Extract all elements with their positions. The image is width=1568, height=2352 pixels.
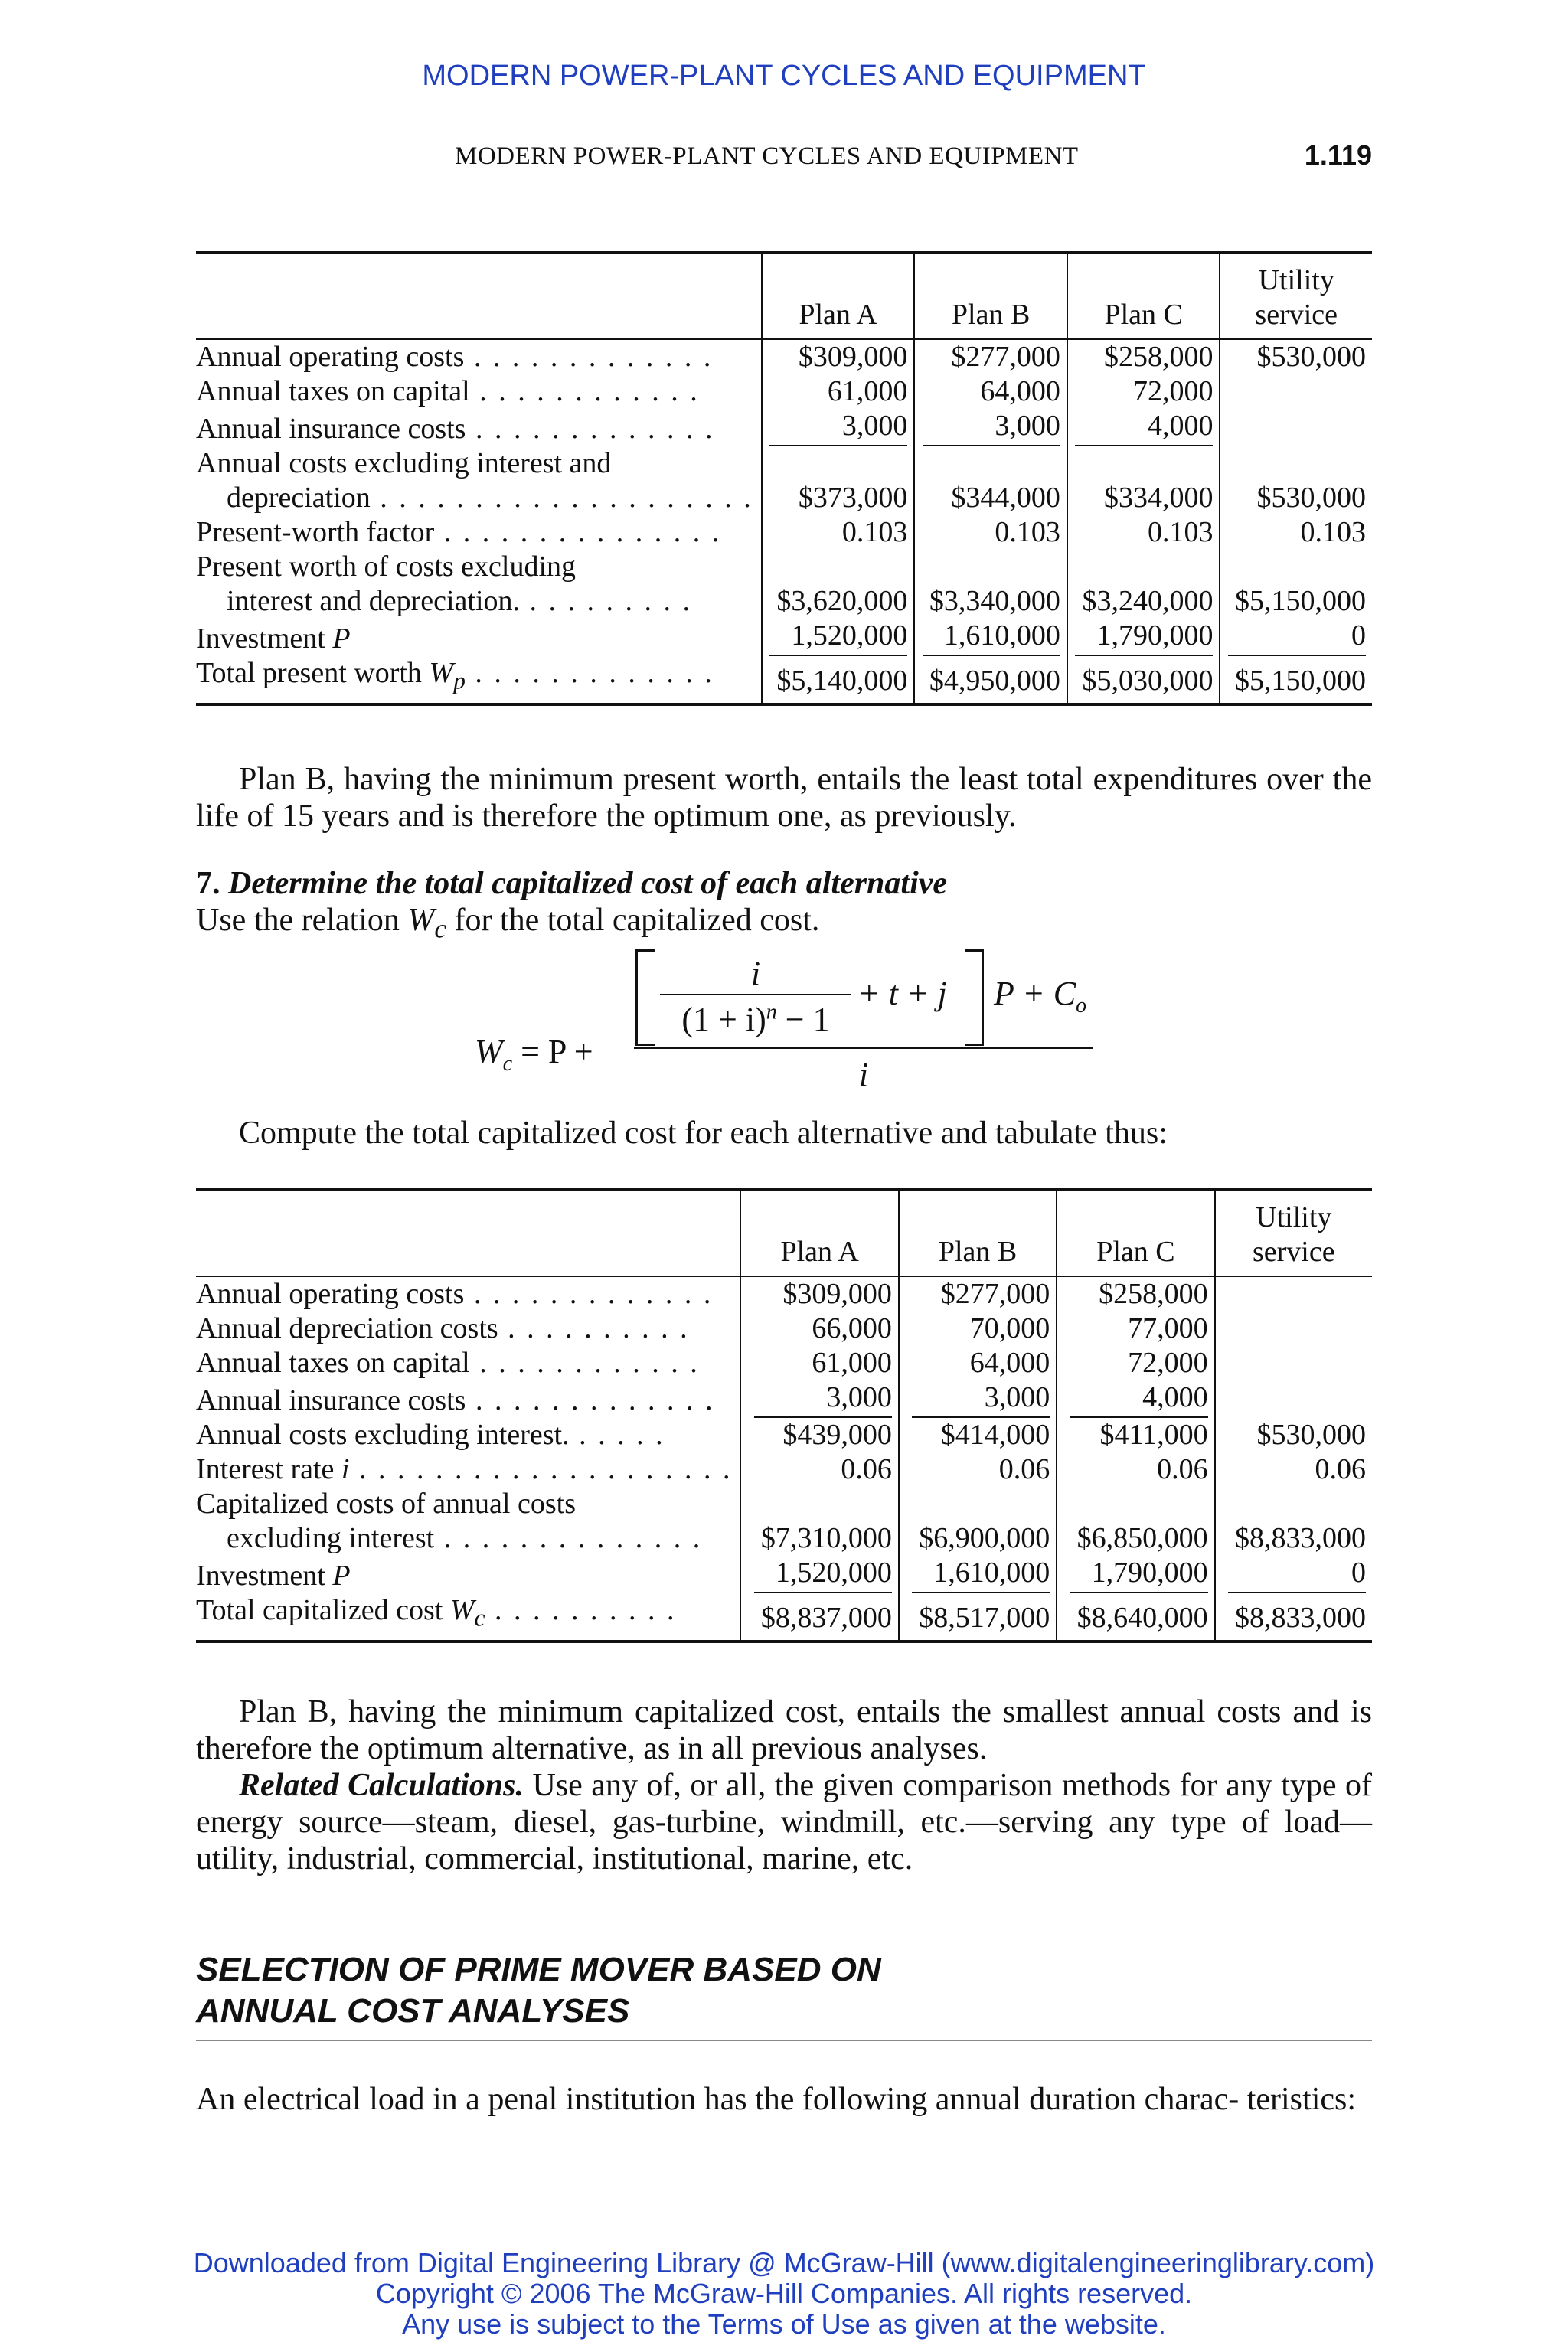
table-row: Present worth of costs excluding [196,550,1372,584]
table-row: Annual operating costs . . . . . . . . . . . . . $309,000 $277,000 $258,000 $530,000 [196,339,1372,374]
paragraph-present-worth-conclusion: Plan B, having the minimum present worth, entails the least total expenditures over the life of 15 years and is therefore the optimum one, as previously. [196,762,1372,834]
paragraph-related-calculations: Related Calculations. Use any of, or all, the given comparison methods for any type of energy source—steam, diesel, gas-turbine, windmill, etc.—serving any type of load—utility, industrial, commercial, institutional, marine, etc. [196,1768,1372,1877]
table-row: Annual costs excluding interest. . . . . . $439,000 $414,000 $411,000 $530,000 [196,1418,1372,1452]
table-row: depreciation . . . . . . . . . . . . . . . . . . . . $373,000 $344,000 $334,000 $530,000 [196,481,1372,515]
capitalized-cost-table [196,1188,1372,1643]
table-row: interest and depreciation. . . . . . . . . . $3,620,000 $3,340,000 $3,240,000 $5,150,000 [196,584,1372,619]
table-row: Present-worth factor . . . . . . . . . . . . . . . 0.103 0.103 0.103 0.103 [196,515,1372,550]
right-bracket [965,949,984,1046]
table-row: Investment P 1,520,000 1,610,000 1,790,000 0 [196,1556,1372,1593]
step-7-line: Use the relation $W_c$ for the total capitalized cost. [196,903,820,944]
footer-terms: Any use is subject to the Terms of Use as given at the website. [402,2308,1166,2340]
header-plan-a: Plan A [762,253,915,339]
header-plan-b: Plan B [914,253,1067,339]
running-title: MODERN POWER-PLANT CYCLES AND EQUIPMENT [455,142,1079,170]
present-worth-table [196,251,1372,706]
paragraph-compute-instruction: Compute the total capitalized cost for each alternative and tabulate thus: [239,1116,1168,1151]
header-plan-a: Plan A [740,1190,898,1276]
table-row: Annual costs excluding interest and [196,446,1372,481]
page-number: 1.119 [1304,139,1372,171]
table-row: Annual insurance costs . . . . . . . . . . . . . 3,000 3,000 4,000 [196,1380,1372,1418]
section-rule [196,2040,1372,2041]
table-row: Annual insurance costs . . . . . . . . . . . . . 3,000 3,000 4,000 [196,409,1372,446]
paragraph-capitalized-conclusion: Plan B, having the minimum capitalized cost, entails the smallest annual costs and is therefore the optimum alternative, as in all previous analyses. [196,1694,1372,1766]
footer-download-link[interactable]: Downloaded from Digital Engineering Library @ McGraw-Hill (www.digitalengineeringlibrary.com) [193,2247,1375,2278]
table-row: excluding interest . . . . . . . . . . . . . . $7,310,000 $6,900,000 $6,850,000 $8,833,000 [196,1521,1372,1556]
table-row-total: Total capitalized cost $W_c$ . . . . . . . . . . $8,837,000 $8,517,000 $8,640,000 $8,833,000 [196,1593,1372,1642]
header-utility: Utility service [1220,253,1372,339]
top-banner: MODERN POWER-PLANT CYCLES AND EQUIPMENT [422,60,1146,92]
header-plan-c: Plan C [1057,1190,1214,1276]
capitalized-cost-formula: $W_c = P$ + i $(1 + i)^n - 1$ + t + j $P + C_o$ i [459,949,1148,1102]
left-bracket [635,949,655,1046]
table-row: Interest rate i . . . . . . . . . . . . . . . . . . . . 0.06 0.06 0.06 0.06 [196,1452,1372,1487]
table-row: Annual taxes on capital . . . . . . . . . . . . 61,000 64,000 72,000 [196,374,1372,409]
step-7-heading: 7. Determine the total capitalized cost of each alternative [196,866,948,901]
table-row: Annual taxes on capital . . . . . . . . . . . . 61,000 64,000 72,000 [196,1346,1372,1380]
table-row: Annual operating costs . . . . . . . . . . . . . $309,000 $277,000 $258,000 [196,1276,1372,1312]
table-row: Annual depreciation costs . . . . . . . . . . 66,000 70,000 77,000 [196,1312,1372,1346]
header-plan-c: Plan C [1067,253,1220,339]
header-blank [196,1190,740,1276]
table-row: Capitalized costs of annual costs [196,1487,1372,1521]
paragraph-penal-institution: An electrical load in a penal institution has the following annual duration charac- teristics: [196,2082,1357,2117]
table-row: Investment P 1,520,000 1,610,000 1,790,000 0 [196,619,1372,656]
footer [0,2248,1568,2340]
section-title: SELECTION OF PRIME MOVER BASED ON ANNUAL COST ANALYSES [196,1951,881,2030]
inner-fraction-bar [660,994,851,995]
main-fraction-bar [634,1047,1093,1049]
footer-copyright: Copyright © 2006 The McGraw-Hill Companies. All rights reserved. [375,2278,1193,2309]
header-blank [196,253,762,339]
header-plan-b: Plan B [899,1190,1057,1276]
table-row-total: Total present worth $W_p$ . . . . . . . . . . . . . $5,140,000 $4,950,000 $5,030,000 $5,150,000 [196,656,1372,704]
header-utility: Utility service [1215,1190,1372,1276]
